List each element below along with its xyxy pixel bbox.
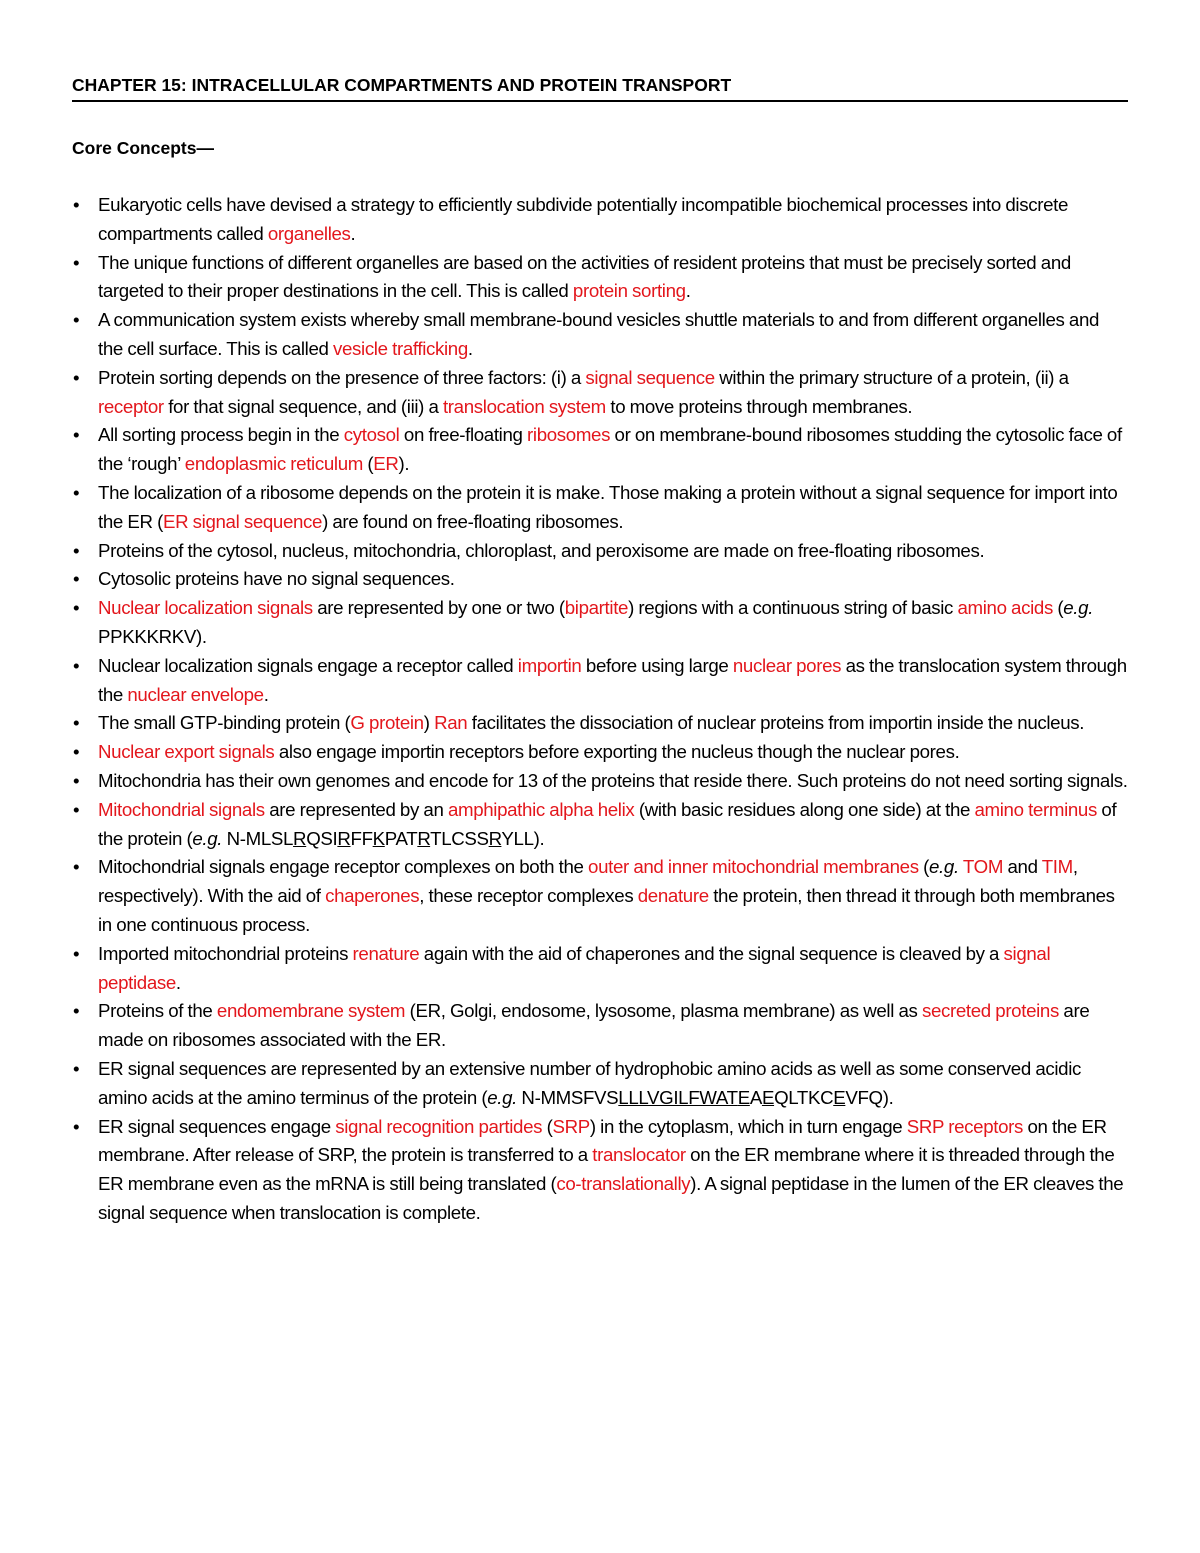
bullet-text: . <box>263 683 269 705</box>
bullet-text: , respectively). With the aid of <box>98 856 1078 907</box>
bullet-text: ( <box>1052 597 1064 619</box>
key-term: translocator <box>592 1144 686 1166</box>
underlined-residue: E <box>737 1086 750 1108</box>
bullet-text: (with basic residues along one side) at the <box>634 798 975 820</box>
chapter-title: CHAPTER 15: INTRACELLULAR COMPARTMENTS AND PROTEIN TRANSPORT <box>72 73 1128 102</box>
italic-text: e.g. <box>487 1086 517 1108</box>
bullet-item <box>72 738 1128 767</box>
key-term: Nuclear export signals <box>98 741 275 763</box>
bullet-dot-icon: • <box>73 597 80 619</box>
bullet-dot-icon: • <box>73 1057 80 1079</box>
key-term: TOM <box>962 856 1004 878</box>
bullet-item <box>72 364 1128 422</box>
bullet-text: PAT <box>384 827 418 849</box>
bullet-item <box>72 565 1128 594</box>
key-term: renature <box>352 942 420 964</box>
bullet-dot-icon: • <box>73 1000 80 1022</box>
key-term: signal peptidase <box>98 942 1051 993</box>
bullet-text: (ER, Golgi, endosome, lysosome, plasma membrane) as well as <box>405 1000 922 1022</box>
bullet-text: within the primary structure of a protein, (ii) a <box>714 366 1069 388</box>
bullet-item <box>72 767 1128 796</box>
underlined-residue: R <box>417 827 431 849</box>
bullet-dot-icon: • <box>73 424 80 446</box>
bullet-text: The small GTP-binding protein ( <box>98 712 351 734</box>
bullet-text: . <box>685 280 691 302</box>
key-term: nuclear pores <box>732 654 842 676</box>
key-term: importin <box>517 654 582 676</box>
underlined-residue: E <box>761 1086 775 1108</box>
bullet-item <box>72 537 1128 566</box>
bullet-text: for that signal sequence, and (iii) a <box>163 395 443 417</box>
bullet-text: Proteins of the <box>98 1000 217 1022</box>
key-term: ER signal sequence <box>162 510 323 532</box>
bullet-text: ) in the cytoplasm, which in turn engage <box>589 1115 907 1137</box>
bullet-item <box>72 997 1128 1055</box>
bullet-item <box>72 652 1128 710</box>
underlined-residue: LLLVGILFWAT <box>618 1086 738 1108</box>
bullet-text: Imported mitochondrial proteins <box>98 942 353 964</box>
bullet-text: of the protein ( <box>98 798 1117 849</box>
bullet-text: The localization of a ribosome depends on the protein it is make. Those making a protein without a signal sequence for import into the ER ( <box>98 481 1118 532</box>
key-term: endomembrane system <box>216 1000 406 1022</box>
key-term: secreted proteins <box>921 1000 1059 1022</box>
bullet-item <box>72 796 1128 854</box>
bullet-item <box>72 1055 1128 1113</box>
bullet-dot-icon: • <box>73 741 80 763</box>
bullet-text: Mitochondria has their own genomes and encode for 13 of the proteins that reside there. Such proteins do not need sorting signals. <box>98 769 1128 791</box>
bullet-text: are made on ribosomes associated with the ER. <box>98 1000 1090 1051</box>
key-term: endoplasmic reticulum <box>184 453 363 475</box>
bullet-text: as the translocation system through the <box>98 654 1127 705</box>
bullet-text: Protein sorting depends on the presence of three factors: (i) a <box>98 366 586 388</box>
bullet-text: ) regions with a continuous string of basic <box>628 597 958 619</box>
bullet-text: are represented by an <box>264 798 448 820</box>
key-term: amino acids <box>957 597 1053 619</box>
underlined-residue: R <box>293 827 307 849</box>
bullet-dot-icon: • <box>73 769 80 791</box>
bullet-text: QSI <box>306 827 338 849</box>
bullet-text: or on membrane-bound ribosomes studding the cytosolic face of the ‘rough’ <box>98 424 1122 475</box>
key-term: protein sorting <box>572 280 686 302</box>
key-term: chaperones <box>325 885 420 907</box>
bullet-dot-icon: • <box>73 481 80 503</box>
bullet-dot-icon: • <box>73 1115 80 1137</box>
bullet-dot-icon: • <box>73 798 80 820</box>
key-term: SRP <box>552 1115 590 1137</box>
key-term: amino terminus <box>974 798 1097 820</box>
italic-text: e.g. <box>929 856 959 878</box>
bullet-text: ). A signal peptidase in the lumen of the ER cleaves the signal sequence when translocation is complete. <box>98 1173 1124 1223</box>
italic-text: e.g. <box>1063 597 1094 619</box>
bullet-dot-icon: • <box>73 942 80 964</box>
bullet-text: ) are found on free-floating ribosomes. <box>322 510 624 532</box>
bullet-text: . <box>467 337 473 359</box>
bullet-dot-icon: • <box>73 251 80 273</box>
bullet-text: PPKKKRKV). <box>98 625 207 647</box>
key-term: signal sequence <box>585 366 715 388</box>
bullet-text: ER signal sequences engage <box>98 1115 336 1137</box>
bullet-text: are represented by one or two ( <box>312 597 565 619</box>
bullet-dot-icon: • <box>73 309 80 331</box>
bullet-text: to move proteins through membranes. <box>605 395 913 417</box>
key-term: organelles <box>267 222 351 244</box>
key-term: Ran <box>434 712 468 734</box>
key-term: cytosol <box>343 424 400 446</box>
bullet-item <box>72 709 1128 738</box>
bullet-text: , these receptor complexes <box>419 885 638 907</box>
bullet-item <box>72 1113 1128 1228</box>
bullet-item <box>72 853 1128 939</box>
bullet-dot-icon: • <box>73 366 80 388</box>
bullet-dot-icon: • <box>73 654 80 676</box>
underlined-residue: K <box>372 827 385 849</box>
bullet-dot-icon: • <box>73 712 80 734</box>
bullet-list <box>72 191 1128 1228</box>
key-term: denature <box>637 885 709 907</box>
key-term: nuclear envelope <box>127 683 264 705</box>
bullet-text: on the ER membrane. After release of SRP, the protein is transferred to a <box>98 1115 1107 1166</box>
key-term: Mitochondrial signals <box>98 798 265 820</box>
bullet-item <box>72 479 1128 537</box>
bullet-text: Eukaryotic cells have devised a strategy to efficiently subdivide potentially incompatible biochemical processes into discrete compartments called <box>98 194 1068 244</box>
bullet-text: A <box>749 1086 762 1108</box>
italic-text: e.g. <box>192 827 223 849</box>
bullet-text: Cytosolic proteins have no signal sequences. <box>98 568 455 590</box>
bullet-text: on the ER membrane where it is threaded through the ER membrane even as the mRNA is still being translated ( <box>98 1144 1115 1195</box>
bullet-text: also engage importin receptors before exporting the nucleus though the nuclear pores. <box>274 741 960 763</box>
bullet-item <box>72 421 1128 479</box>
bullet-text: ER signal sequences are represented by an extensive number of hydrophobic amino acids as well as some conserved acidic amino acids at the amino terminus of the protein ( <box>98 1057 1081 1108</box>
bullet-text: QLTKC <box>774 1086 834 1108</box>
underlined-residue: R <box>337 827 351 849</box>
key-term: co-translationally <box>556 1173 691 1195</box>
bullet-text: again with the aid of chaperones and the signal sequence is cleaved by a <box>419 942 1004 964</box>
key-term: outer and inner mitochondrial membranes <box>588 856 919 878</box>
bullet-text: on free-floating <box>399 424 528 446</box>
bullet-text: facilitates the dissociation of nuclear proteins from importin inside the nucleus. <box>467 712 1085 734</box>
key-term: vesicle trafficking <box>332 337 468 359</box>
bullet-text: N-MLSL <box>222 827 294 849</box>
key-term: bipartite <box>564 597 629 619</box>
bullet-text: ( <box>542 1115 553 1137</box>
bullet-text: ). <box>398 453 410 475</box>
underlined-residue: E <box>833 1086 846 1108</box>
bullet-text: . <box>175 971 181 993</box>
key-term: amphipathic alpha helix <box>447 798 635 820</box>
bullet-text: . <box>350 222 356 244</box>
bullet-dot-icon: • <box>73 539 80 561</box>
bullet-text: VFQ). <box>845 1086 894 1108</box>
bullet-text: The unique functions of different organelles are based on the activities of resident proteins that must be precisely sorted and targeted to their proper destinations in the cell. This is called <box>98 251 1071 302</box>
bullet-dot-icon: • <box>73 194 80 215</box>
key-term: G protein <box>350 712 424 734</box>
key-term: translocation system <box>442 395 606 417</box>
bullet-text: FF <box>350 827 373 849</box>
bullet-item <box>72 191 1128 249</box>
bullet-text: N-MMSFVS <box>516 1086 619 1108</box>
key-term: receptor <box>98 395 164 417</box>
bullet-text: ) <box>423 712 435 734</box>
bullet-text: All sorting process begin in the <box>98 424 344 446</box>
key-term: signal recognition partides <box>335 1115 543 1137</box>
bullet-text: Mitochondrial signals engage receptor complexes on both the <box>98 856 589 878</box>
bullet-text: and <box>1003 856 1042 878</box>
key-term: ER <box>373 453 399 475</box>
key-term: TIM <box>1041 856 1073 878</box>
bullet-text: Nuclear localization signals engage a receptor called <box>98 654 518 676</box>
bullet-text: A communication system exists whereby small membrane-bound vesicles shuttle materials to and from different organelles and the cell surface. This is called <box>98 309 1100 359</box>
bullet-text: TLCSS <box>430 827 489 849</box>
underlined-residue: R <box>488 827 502 849</box>
section-heading: Core Concepts— <box>72 138 214 158</box>
bullet-dot-icon: • <box>73 856 80 878</box>
key-term: ribosomes <box>527 424 611 446</box>
bullet-text: ( <box>918 856 930 878</box>
bullet-item <box>72 594 1128 652</box>
bullet-text: YLL). <box>501 827 545 849</box>
key-term: Nuclear localization signals <box>98 597 313 619</box>
bullet-item <box>72 940 1128 998</box>
bullet-text: ( <box>362 453 374 475</box>
bullet-text: the protein, then thread it through both membranes in one continuous process. <box>98 885 1115 935</box>
bullet-text: Proteins of the cytosol, nucleus, mitochondria, chloroplast, and peroxisome are made on free-floating ribosomes. <box>98 539 985 561</box>
bullet-item <box>72 249 1128 307</box>
key-term: SRP receptors <box>906 1115 1024 1137</box>
bullet-dot-icon: • <box>73 568 80 590</box>
bullet-item <box>72 306 1128 364</box>
bullet-text: before using large <box>581 654 733 676</box>
